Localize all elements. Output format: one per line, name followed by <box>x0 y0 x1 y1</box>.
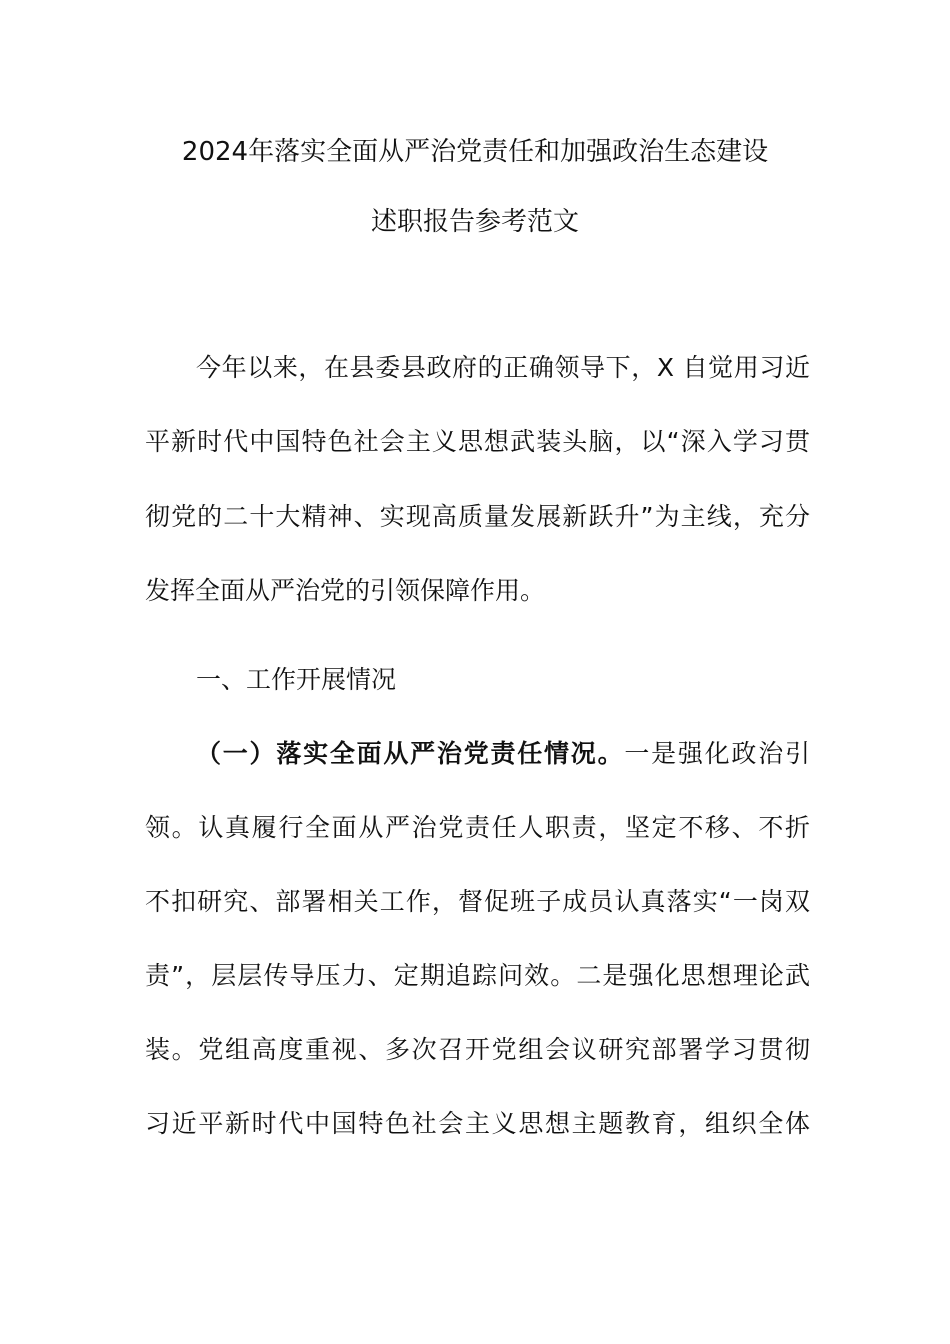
subsection-paragraph-line: 领。认真履行全面从严治党责任人职责，坚定不移、不折 <box>145 813 810 842</box>
section-heading: 一、工作开展情况 <box>196 665 397 694</box>
intro-paragraph-line: 今年以来，在县委县政府的正确领导下，X 自觉用习近 <box>196 353 810 382</box>
subsection-bold-lead: （一）落实全面从严治党责任情况。 <box>196 739 625 768</box>
intro-paragraph-line: 彻党的二十大精神、实现高质量发展新跃升”为主线，充分 <box>145 502 810 531</box>
subsection-paragraph-line: 习近平新时代中国特色社会主义思想主题教育，组织全体 <box>145 1109 810 1138</box>
subsection-paragraph-line: 责”，层层传导压力、定期追踪问效。二是强化思想理论武 <box>145 961 810 990</box>
subsection-first-line-text: 一是强化政治引 <box>624 739 810 768</box>
subsection-first-line <box>196 734 810 774</box>
subsection-paragraph-line: 不扣研究、部署相关工作，督促班子成员认真落实“一岗双 <box>145 887 810 916</box>
intro-paragraph-line: 发挥全面从严治党的引领保障作用。 <box>145 576 546 605</box>
intro-paragraph-line: 平新时代中国特色社会主义思想武装头脑，以“深入学习贯 <box>145 427 810 456</box>
subsection-paragraph-line: 装。党组高度重视、多次召开党组会议研究部署学习贯彻 <box>145 1035 810 1064</box>
document-title-line-1: 2024年落实全面从严治党责任和加强政治生态建设 <box>181 137 769 167</box>
document-title-line-2: 述职报告参考范文 <box>370 207 579 237</box>
